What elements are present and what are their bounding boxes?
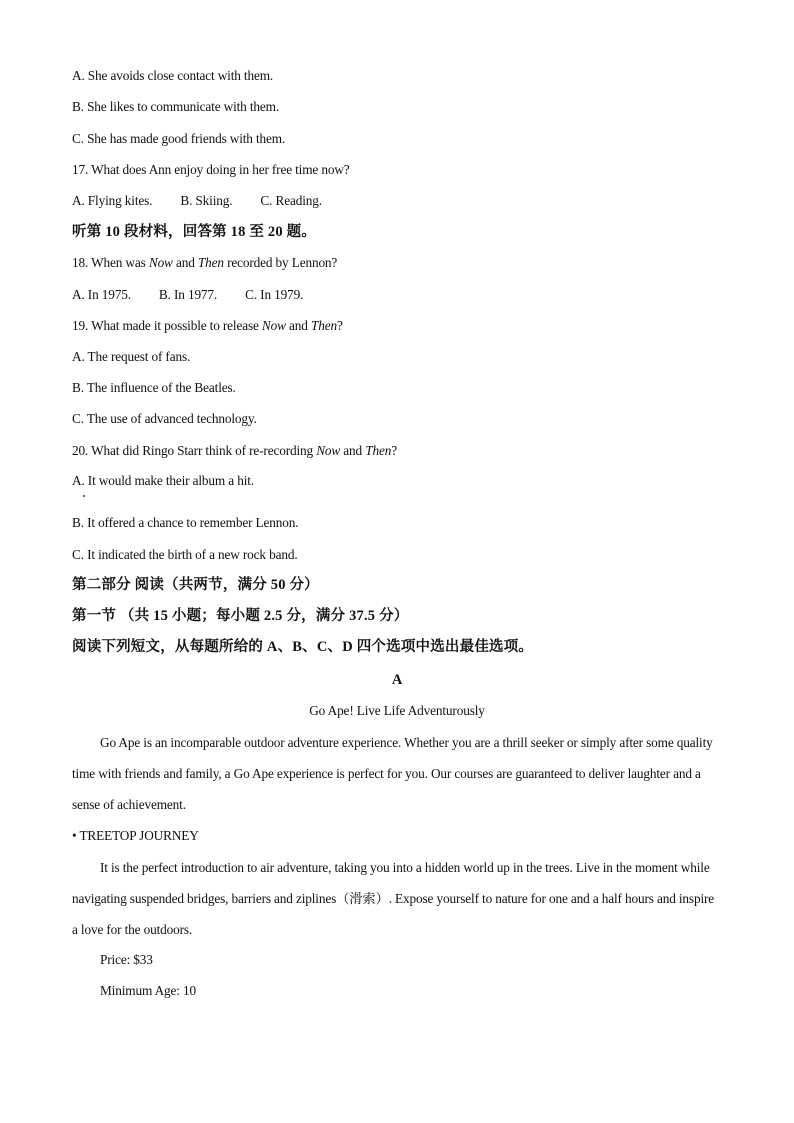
q16-option-a: A. She avoids close contact with them. xyxy=(72,68,274,83)
q20-text-post: ? xyxy=(391,443,397,458)
q20-text-pre: 20. What did Ringo Starr think of re-recording xyxy=(72,443,317,458)
q20-option-a: A. It would make their album a hit. xyxy=(72,473,254,488)
q18-question xyxy=(72,254,337,272)
q18-title-then: Then xyxy=(197,255,224,270)
q17-option-b: B. Skiing. xyxy=(180,193,233,208)
q19-option-a: A. The request of fans. xyxy=(72,349,191,364)
q19-text-post: ? xyxy=(336,318,343,333)
q16-option-b: B. She likes to communicate with them. xyxy=(72,99,280,114)
q17-option-a: A. Flying kites. xyxy=(72,193,153,208)
q16-option-c: C. She has made good friends with them. xyxy=(72,131,286,146)
q19-text-mid: and xyxy=(285,318,311,333)
stray-dot-mark xyxy=(83,495,85,497)
passage-intro: Go Ape is an incomparable outdoor adventure experience. Whether you are a thrill seeker or simply after some quality time with friends and family, a Go Ape experience is perfect for you. Our courses are guaranteed to deliver laughter and a sense of achievement. xyxy=(72,735,713,812)
q20-option-b: B. It offered a chance to remember Lennon. xyxy=(72,515,299,530)
reading-instruction: 阅读下列短文，从每题所给的 A、B、C、D 四个选项中选出最佳选项。 xyxy=(72,639,534,655)
section10-heading: 听第 10 段材料，回答第 18 至 20 题。 xyxy=(72,224,317,240)
q20-text-mid: and xyxy=(340,443,366,458)
q19-option-c: C. The use of advanced technology. xyxy=(72,411,257,426)
q18-options xyxy=(72,286,303,304)
item1-title: • TREETOP JOURNEY xyxy=(72,828,199,843)
q18-text-pre: 18. When was xyxy=(72,255,149,270)
q17-options xyxy=(72,192,322,210)
q18-option-a: A. In 1975. xyxy=(72,287,131,302)
section1-heading: 第一节 （共 15 小题；每小题 2.5 分，满分 37.5 分） xyxy=(72,608,409,624)
q19-question xyxy=(72,317,343,335)
q20-question xyxy=(72,442,397,460)
q19-title-now: Now xyxy=(261,318,286,333)
q20-option-c: C. It indicated the birth of a new rock band. xyxy=(72,547,298,562)
passage-title: Go Ape! Live Life Adventurously xyxy=(309,703,485,718)
q19-title-then: Then xyxy=(310,318,337,333)
q19-text-pre: 19. What made it possible to release xyxy=(72,318,262,333)
q18-text-mid: and xyxy=(172,255,198,270)
passage-letter: A xyxy=(391,672,403,688)
q20-title-then: Then xyxy=(365,443,392,458)
item1-body: It is the perfect introduction to air adventure, taking you into a hidden world up in the trees. Live in the moment while navigating suspended bridges, barriers and ziplines（滑索）. Expose yourself to nature for one and a half hours and inspire a love for the outdoors. xyxy=(72,860,715,937)
q18-text-post: recorded by Lennon? xyxy=(223,255,338,270)
q18-option-b: B. In 1977. xyxy=(158,287,218,302)
q18-title-now: Now xyxy=(148,255,173,270)
q17-question: 17. What does Ann enjoy doing in her free time now? xyxy=(72,162,350,177)
q20-title-now: Now xyxy=(316,443,341,458)
part2-heading: 第二部分 阅读（共两节，满分 50 分） xyxy=(72,577,319,593)
q19-option-b: B. The influence of the Beatles. xyxy=(72,380,236,395)
q17-option-c: C. Reading. xyxy=(260,193,322,208)
item1-min-age: Minimum Age: 10 xyxy=(100,983,197,998)
q18-option-c: C. In 1979. xyxy=(245,287,304,302)
item1-price: Price: $33 xyxy=(100,952,153,967)
